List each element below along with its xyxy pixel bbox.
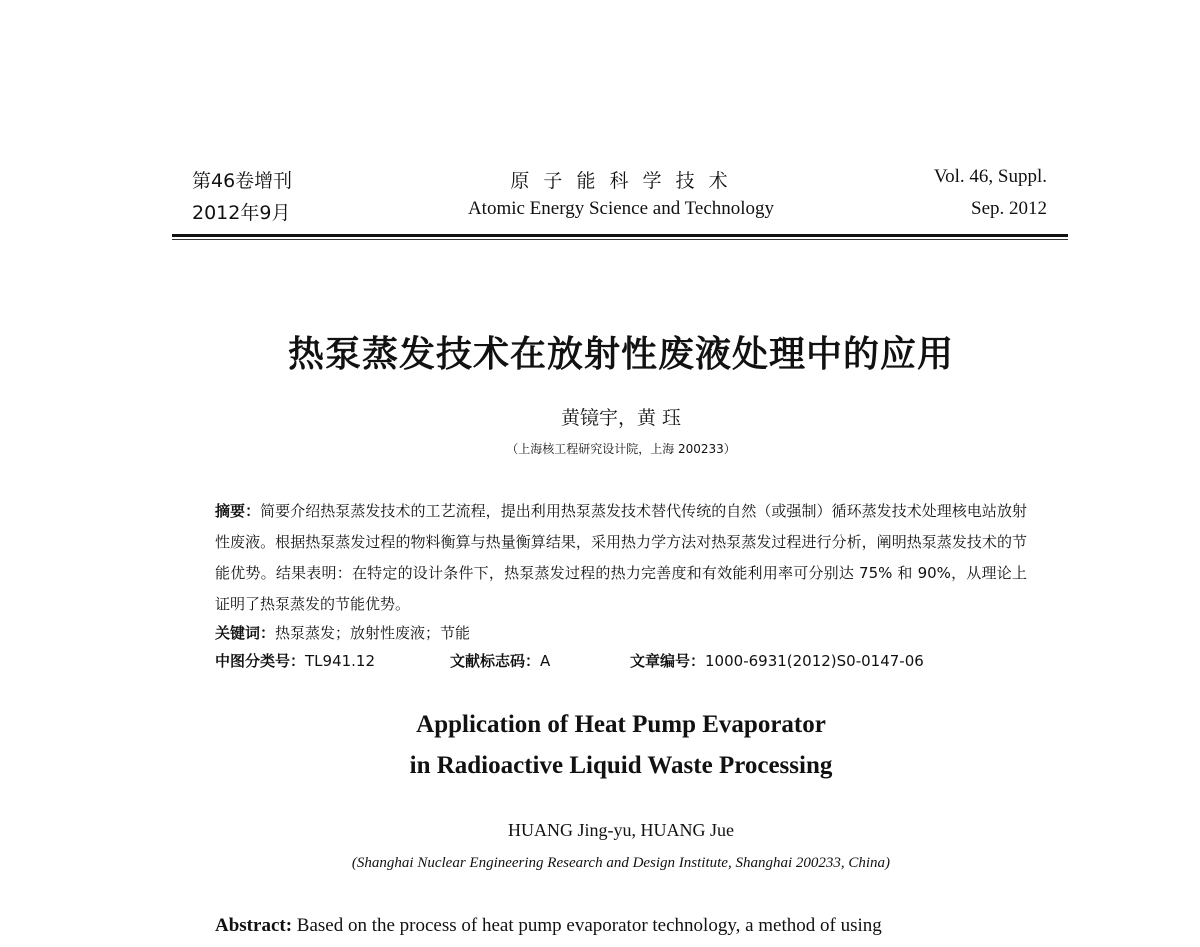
title-cn: 热泵蒸发技术在放射性废液处理中的应用 <box>287 334 954 375</box>
header-rule <box>172 234 1068 237</box>
authors-cn: 黄镜宇，黄 珏 <box>560 407 682 429</box>
keywords-label: 关键词： <box>215 624 276 642</box>
keywords: 热泵蒸发；放射性废液；节能 <box>275 624 471 642</box>
journal-name-cn: 原 子 能 科 学 技 术 <box>510 170 732 192</box>
title-en-line2: in Radioactive Liquid Waste Processing <box>409 752 833 779</box>
clc-number: TL941.12 <box>305 652 376 670</box>
date-cn: 2012年9月 <box>192 202 291 224</box>
abstract-cn <box>215 496 1027 676</box>
doc-code: A <box>540 652 551 670</box>
doc-code-label: 文献标志码： <box>450 652 541 670</box>
article-number: 1000-6931(2012)S0-0147-06 <box>705 652 924 670</box>
abstract-en-text: Based on the process of heat pump evaporator technology, a method of using <box>292 915 882 936</box>
volume-en: Vol. 46, Suppl. <box>933 166 1047 187</box>
abstract-text: 简要介绍热泵蒸发技术的工艺流程，提出利用热泵蒸发技术替代传统的自然（或强制）循环蒸发技术处理核电站放射性废液。根据热泵蒸发过程的物料衡算与热量衡算结果，采用热力学方法对热泵蒸发过程进行分析，阐明热泵蒸发技术的节能优势。结果表明：在特定的设计条件下，热泵蒸发过程的热力完善度和有效能利用率可分别达 75% 和 90%，从理论上证明了热泵蒸发的节能优势。 <box>215 502 1027 613</box>
abstract-en-label: Abstract: <box>215 915 293 936</box>
abstract-en <box>215 915 882 937</box>
date-en: Sep. 2012 <box>971 198 1047 219</box>
affiliation-en: (Shanghai Nuclear Engineering Research and Design Institute, Shanghai 200233, China) <box>351 855 891 871</box>
article-no-label: 文章编号： <box>630 652 706 670</box>
affiliation-cn: （上海核工程研究设计院，上海 200233） <box>506 442 736 456</box>
clc-label: 中图分类号： <box>215 652 306 670</box>
journal-name-en: Atomic Energy Science and Technology <box>467 198 775 219</box>
volume-cn: 第46卷增刊 <box>192 170 293 192</box>
header-rule-thin <box>172 239 1068 240</box>
authors-en: HUANG Jing-yu, HUANG Jue <box>508 820 734 840</box>
title-en-line1: Application of Heat Pump Evaporator <box>416 711 826 738</box>
abstract-label: 摘要： <box>215 502 261 520</box>
